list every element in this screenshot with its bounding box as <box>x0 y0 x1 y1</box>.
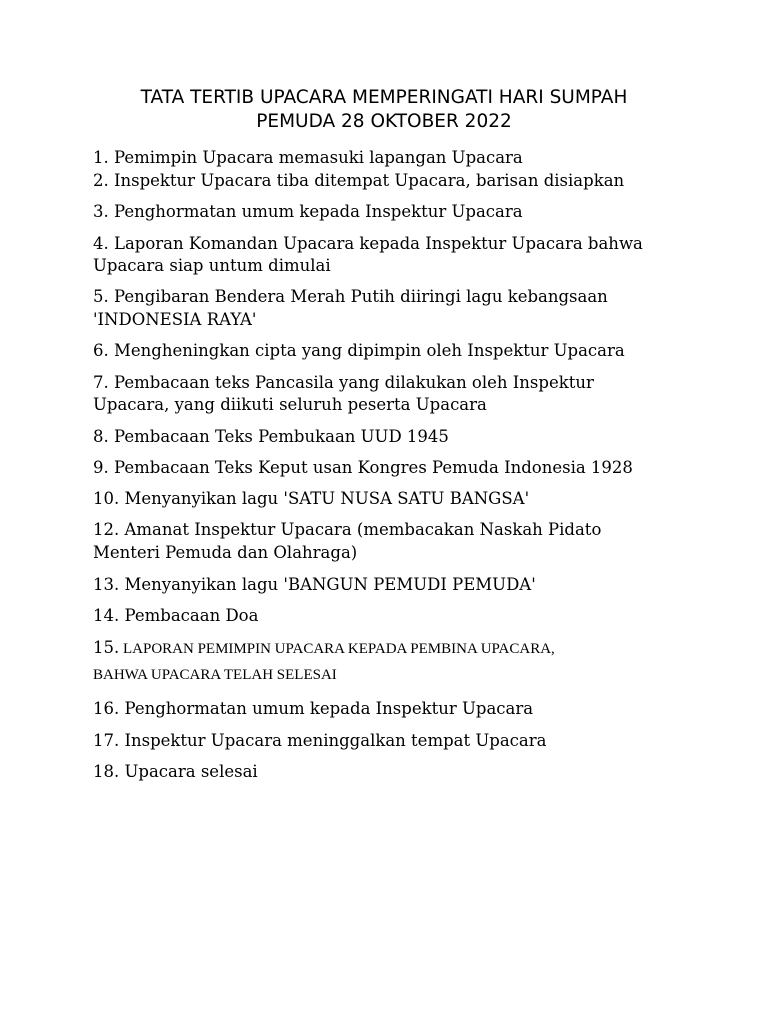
item-12-line-2: Menteri Pemuda dan Olahraga) <box>93 543 358 562</box>
item-12-line-1: 12. Amanat Inspektur Upacara (membacakan Naskah Pidato <box>93 520 602 539</box>
item-14: 14. Pembacaan Doa <box>93 606 259 625</box>
item-13: 13. Menyanyikan lagu 'BANGUN PEMUDI PEMUDA' <box>93 575 536 594</box>
title-line-2: PEMUDA 28 OKTOBER 2022 <box>256 111 512 132</box>
item-9: 9. Pembacaan Teks Keput usan Kongres Pemuda Indonesia 1928 <box>93 458 633 477</box>
item-7-line-2: Upacara, yang diikuti seluruh peserta Upacara <box>93 395 487 414</box>
item-16: 16. Penghormatan umum kepada Inspektur Upacara <box>93 699 534 718</box>
item-15-text: LAPORAN PEMIMPIN UPACARA KEPADA PEMBINA UPACARA, <box>119 641 555 657</box>
item-4-line-2: Upacara siap untum dimulai <box>93 256 331 275</box>
item-6: 6. Mengheningkan cipta yang dipimpin oleh Inspektur Upacara <box>93 341 625 360</box>
item-15-line-1 <box>93 637 555 660</box>
item-8: 8. Pembacaan Teks Pembukaan UUD 1945 <box>93 427 449 446</box>
item-5-line-2: 'INDONESIA RAYA' <box>93 310 257 329</box>
document-title <box>80 86 688 134</box>
title-line-1: TATA TERTIB UPACARA MEMPERINGATI HARI SUMPAH <box>140 87 628 108</box>
item-15-number: 15. <box>93 638 120 657</box>
item-2: 2. Inspektur Upacara tiba ditempat Upacara, barisan disiapkan <box>93 171 625 190</box>
item-17: 17. Inspektur Upacara meninggalkan tempat Upacara <box>93 731 547 750</box>
item-4-line-1: 4. Laporan Komandan Upacara kepada Inspektur Upacara bahwa <box>93 234 643 253</box>
item-18: 18. Upacara selesai <box>93 762 258 781</box>
item-3: 3. Penghormatan umum kepada Inspektur Upacara <box>93 202 523 221</box>
item-7-line-1: 7. Pembacaan teks Pancasila yang dilakukan oleh Inspektur <box>93 373 594 392</box>
item-10: 10. Menyanyikan lagu 'SATU NUSA SATU BANGSA' <box>93 489 530 508</box>
item-15-line-2: BAHWA UPACARA TELAH SELESAI <box>93 667 337 683</box>
item-5-line-1: 5. Pengibaran Bendera Merah Putih diiringi lagu kebangsaan <box>93 287 608 306</box>
item-1: 1. Pemimpin Upacara memasuki lapangan Upacara <box>93 148 523 167</box>
